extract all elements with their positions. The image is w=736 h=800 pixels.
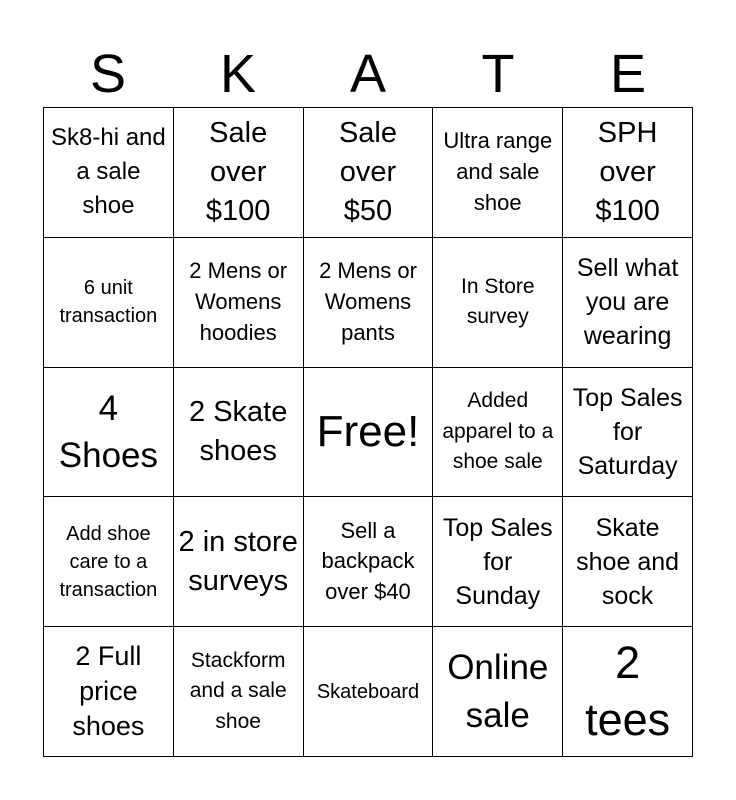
bingo-cell[interactable] — [433, 238, 563, 368]
bingo-cell[interactable] — [174, 497, 304, 627]
cell-text: Top Sales for Sunday — [442, 513, 553, 610]
cell-text: Online sale — [447, 648, 549, 735]
header-letter-t: T — [481, 44, 515, 104]
bingo-cell[interactable] — [44, 497, 174, 627]
cell-text: Top Sales for Saturday — [572, 383, 683, 480]
bingo-cell[interactable] — [304, 497, 434, 627]
cell-text: Skateboard — [316, 680, 420, 703]
bingo-cell[interactable] — [304, 238, 434, 368]
cell-text: Add shoe care to a transaction — [59, 522, 158, 601]
bingo-cell[interactable] — [44, 108, 174, 238]
bingo-cell[interactable] — [563, 368, 693, 498]
bingo-cell[interactable] — [44, 627, 174, 757]
cell-text: Sk8-hi and a sale shoe — [51, 124, 166, 220]
bingo-cell[interactable] — [433, 108, 563, 238]
header-letter-s: S — [89, 44, 127, 104]
bingo-cell[interactable] — [174, 627, 304, 757]
bingo-cell[interactable] — [563, 108, 693, 238]
cell-text: SPH over $100 — [595, 116, 660, 227]
cell-text: Sale over $50 — [338, 116, 397, 227]
bingo-cell[interactable] — [563, 497, 693, 627]
cell-text: In Store survey — [461, 274, 535, 329]
bingo-cell[interactable] — [174, 238, 304, 368]
bingo-cell[interactable] — [44, 368, 174, 498]
cell-text: Free! — [316, 406, 420, 456]
header-letter-a: A — [349, 44, 387, 104]
cell-text: Ultra range and sale shoe — [443, 128, 553, 215]
cell-text: 2 Skate shoes — [189, 395, 288, 467]
cell-text: 2 tees — [585, 637, 671, 745]
bingo-header — [43, 42, 693, 106]
cell-text: 2 in store surveys — [178, 525, 298, 597]
cell-text: Stackform and a sale shoe — [189, 648, 287, 733]
cell-text: Added apparel to a shoe sale — [442, 389, 554, 474]
bingo-cell[interactable] — [304, 108, 434, 238]
bingo-cell[interactable] — [433, 627, 563, 757]
cell-text: Sell a backpack over $40 — [321, 517, 415, 605]
bingo-cell[interactable] — [44, 238, 174, 368]
cell-text: Sale over $100 — [205, 116, 271, 227]
cell-text: 2 Full price shoes — [72, 640, 145, 742]
bingo-cell[interactable] — [174, 368, 304, 498]
cell-text: Skate shoe and sock — [576, 513, 680, 610]
cell-text: 6 unit transaction — [59, 277, 158, 328]
header-letter-k: K — [219, 44, 257, 104]
bingo-cell[interactable] — [433, 497, 563, 627]
bingo-cell[interactable] — [304, 368, 434, 498]
bingo-cell[interactable] — [563, 238, 693, 368]
cell-text: 2 Mens or Womens pants — [319, 258, 417, 345]
cell-text: 4 Shoes — [58, 388, 159, 475]
bingo-cell[interactable] — [304, 627, 434, 757]
bingo-cell[interactable] — [563, 627, 693, 757]
cell-text: Sell what you are wearing — [576, 254, 679, 351]
cell-text: 2 Mens or Womens hoodies — [189, 258, 288, 345]
header-letter-e: E — [609, 44, 647, 104]
bingo-cell[interactable] — [433, 368, 563, 498]
bingo-grid — [43, 107, 693, 757]
bingo-cell[interactable] — [174, 108, 304, 238]
